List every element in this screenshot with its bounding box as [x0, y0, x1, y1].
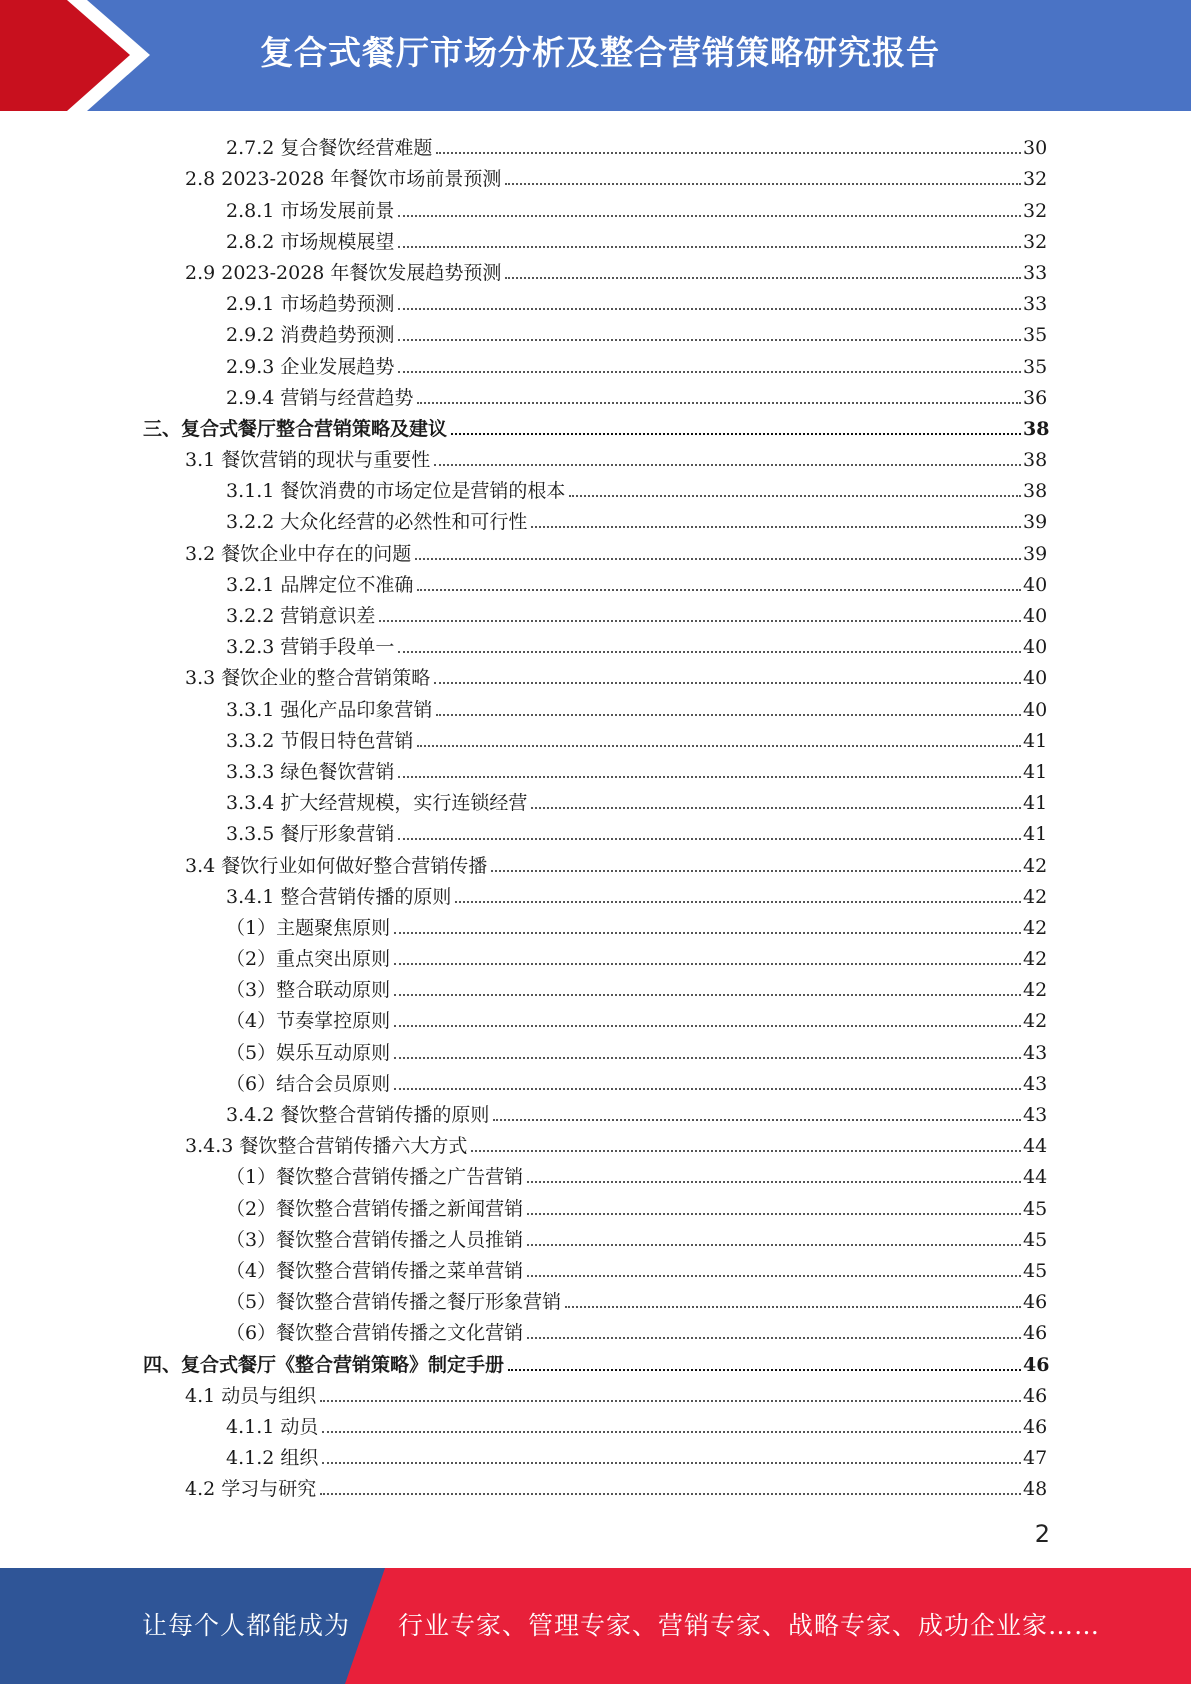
toc-entry-label: 2.9.3 企业发展趋势	[226, 355, 395, 378]
toc-leader-dots	[320, 1399, 1021, 1402]
toc-leader-dots	[394, 1087, 1021, 1090]
toc-entry[interactable]	[0, 564, 1047, 595]
toc-entry-label: （2）重点突出原则	[226, 948, 391, 971]
toc-entry[interactable]	[0, 345, 1047, 376]
toc-leader-dots	[493, 1118, 1021, 1121]
toc-entry-page: 35	[1023, 324, 1048, 347]
toc-entry-page: 42	[1023, 979, 1048, 1002]
toc-entry-label: 3.2.2 营销意识差	[226, 605, 376, 627]
toc-entry-label: 2.8 2023-2028 年餐饮市场前景预测	[185, 168, 502, 191]
toc-entry[interactable]	[0, 314, 1047, 345]
toc-entry-page: 46	[1023, 1384, 1048, 1407]
toc-leader-dots	[527, 1180, 1021, 1183]
toc-entry[interactable]	[0, 1468, 1047, 1499]
toc-entry-page: 39	[1023, 542, 1048, 565]
toc-leader-dots	[322, 1430, 1021, 1433]
toc-entry-page: 46	[1023, 1353, 1050, 1376]
toc-entry-label: 3.4 餐饮行业如何做好整合营销传播	[185, 854, 488, 877]
toc-leader-dots	[398, 338, 1021, 341]
toc-leader-dots	[379, 619, 1021, 622]
toc-leader-dots	[434, 463, 1021, 466]
toc-entry-label: （5）餐饮整合营销传播之餐厅形象营销	[226, 1291, 562, 1314]
toc-entry-page: 33	[1023, 293, 1048, 316]
toc-entry[interactable]	[0, 813, 1047, 844]
toc-entry-page: 41	[1023, 823, 1048, 846]
toc-leader-dots	[531, 806, 1021, 809]
toc-entry[interactable]	[0, 283, 1047, 314]
toc-entry-page: 45	[1023, 1228, 1048, 1251]
toc-leader-dots	[394, 993, 1021, 996]
toc-entry[interactable]	[0, 1250, 1047, 1281]
toc-entry[interactable]	[0, 782, 1047, 813]
toc-entry-label: （3）整合联动原则	[226, 979, 391, 1002]
toc-entry-page: 32	[1023, 230, 1048, 253]
toc-entry-page: 42	[1023, 854, 1048, 877]
toc-leader-dots	[451, 432, 1021, 435]
toc-entry[interactable]	[0, 626, 1047, 657]
toc-entry-label: （2）餐饮整合营销传播之新闻营销	[226, 1197, 524, 1220]
toc-entry-page: 44	[1023, 1166, 1048, 1189]
page-number: 2	[1034, 1520, 1050, 1548]
toc-entry[interactable]	[0, 1063, 1047, 1094]
toc-entry-label: 4.1.1 动员	[226, 1415, 319, 1438]
toc-entry[interactable]	[0, 1281, 1047, 1312]
toc-entry[interactable]	[0, 595, 1047, 626]
toc-entry-label: 3.3.5 餐厅形象营销	[226, 823, 395, 846]
footer-slogan-right: 行业专家、管理专家、营销专家、战略专家、成功企业家……	[398, 1611, 1101, 1640]
toc-entry[interactable]	[0, 189, 1047, 220]
toc-entry-label: 3.1.1 餐饮消费的市场定位是营销的根本	[226, 480, 566, 503]
toc-entry[interactable]	[0, 1156, 1047, 1187]
toc-entry-label: 3.2.2 大众化经营的必然性和可行性	[226, 511, 528, 534]
toc-leader-dots	[394, 962, 1021, 965]
toc-entry-page: 41	[1023, 729, 1048, 752]
toc-leader-dots	[417, 401, 1021, 404]
toc-entry-label: （1）餐饮整合营销传播之广告营销	[226, 1166, 524, 1189]
toc-entry-page: 32	[1023, 199, 1048, 222]
toc-leader-dots	[394, 931, 1021, 934]
toc-entry-page: 40	[1023, 605, 1048, 627]
toc-entry-label: 三、复合式餐厅整合营销策略及建议	[143, 417, 448, 440]
toc-entry[interactable]	[0, 158, 1047, 189]
report-footer	[0, 1568, 1191, 1684]
toc-leader-dots	[436, 151, 1021, 154]
toc-entry[interactable]	[0, 1031, 1047, 1062]
toc-entry-page: 43	[1023, 1072, 1048, 1095]
toc-leader-dots	[569, 494, 1021, 497]
toc-leader-dots	[415, 557, 1021, 560]
toc-entry-page: 42	[1023, 948, 1048, 971]
toc-entry-page: 46	[1023, 1415, 1048, 1438]
table-of-contents	[0, 127, 1191, 1499]
toc-entry-label: （3）餐饮整合营销传播之人员推销	[226, 1228, 524, 1251]
toc-entry-label: 3.4.1 整合营销传播的原则	[226, 885, 452, 908]
toc-leader-dots	[398, 245, 1021, 248]
toc-entry[interactable]	[0, 1000, 1047, 1031]
toc-entry-page: 48	[1023, 1478, 1048, 1501]
toc-entry-label: 4.2 学习与研究	[185, 1478, 317, 1501]
toc-entry-label: 2.7.2 复合餐饮经营难题	[226, 137, 433, 160]
toc-entry-label: 3.4.2 餐饮整合营销传播的原则	[226, 1104, 490, 1126]
toc-entry-page: 43	[1023, 1104, 1048, 1126]
toc-leader-dots	[320, 1492, 1021, 1495]
toc-entry-page: 40	[1023, 698, 1048, 721]
toc-entry-label: （6）餐饮整合营销传播之文化营销	[226, 1322, 524, 1345]
report-header	[0, 0, 1191, 111]
toc-entry-label: 2.9.2 消费趋势预测	[226, 324, 395, 347]
toc-leader-dots	[491, 869, 1021, 872]
toc-entry-page: 44	[1023, 1135, 1048, 1158]
toc-entry[interactable]	[0, 657, 1047, 688]
toc-entry-label: 2.9 2023-2028 年餐饮发展趋势预测	[185, 261, 502, 284]
toc-entry-page: 30	[1023, 137, 1048, 160]
toc-leader-dots	[398, 775, 1021, 778]
toc-entry-label: 四、复合式餐厅《整合营销策略》制定手册	[143, 1353, 505, 1376]
toc-entry[interactable]	[0, 1375, 1047, 1406]
toc-entry-label: 3.2.3 营销手段单一	[226, 636, 395, 659]
toc-entry[interactable]	[0, 408, 1050, 440]
toc-entry-page: 46	[1023, 1322, 1048, 1345]
toc-entry-page: 42	[1023, 916, 1048, 939]
toc-leader-dots	[471, 1149, 1021, 1152]
toc-entry-label: 3.3.2 节假日特色营销	[226, 729, 414, 752]
toc-entry[interactable]	[0, 688, 1047, 719]
toc-leader-dots	[527, 1212, 1021, 1215]
toc-entry-page: 45	[1023, 1197, 1048, 1220]
toc-entry[interactable]	[0, 1343, 1050, 1376]
toc-entry-label: （1）主题聚焦原则	[226, 916, 391, 939]
toc-entry[interactable]	[0, 1187, 1047, 1218]
toc-entry-page: 42	[1023, 1010, 1048, 1033]
toc-leader-dots	[398, 214, 1021, 217]
toc-entry-page: 33	[1023, 261, 1048, 284]
toc-entry-page: 38	[1023, 449, 1048, 472]
toc-entry[interactable]	[0, 938, 1047, 969]
toc-entry[interactable]	[0, 1437, 1047, 1468]
toc-entry-page: 42	[1023, 885, 1048, 908]
toc-entry-page: 41	[1023, 760, 1048, 783]
toc-entry[interactable]	[0, 969, 1047, 1000]
toc-leader-dots	[322, 1461, 1021, 1464]
toc-entry-page: 35	[1023, 355, 1048, 378]
toc-entry-page: 40	[1023, 636, 1048, 659]
toc-entry-page: 40	[1023, 573, 1048, 596]
toc-entry[interactable]	[0, 1406, 1047, 1437]
toc-entry[interactable]	[0, 720, 1047, 751]
toc-leader-dots	[505, 182, 1021, 185]
toc-entry-label: 2.8.2 市场规模展望	[226, 230, 395, 253]
toc-leader-dots	[434, 681, 1021, 684]
report-title: 复合式餐厅市场分析及整合营销策略研究报告	[260, 33, 940, 72]
toc-leader-dots	[455, 900, 1021, 903]
toc-entry[interactable]	[0, 501, 1047, 532]
toc-entry-label: 3.3.4 扩大经营规模，实行连锁经营	[226, 792, 528, 815]
toc-leader-dots	[398, 650, 1021, 653]
toc-entry[interactable]	[0, 1094, 1047, 1125]
toc-entry[interactable]	[0, 876, 1047, 907]
toc-entry-label: 3.3.1 强化产品印象营销	[226, 698, 433, 721]
toc-leader-dots	[398, 370, 1021, 373]
toc-entry[interactable]	[0, 751, 1047, 782]
toc-entry-page: 47	[1023, 1447, 1048, 1470]
toc-leader-dots	[417, 588, 1021, 591]
toc-leader-dots	[527, 1336, 1021, 1339]
toc-entry-page: 32	[1023, 168, 1048, 191]
toc-leader-dots	[398, 837, 1021, 840]
toc-entry-page: 36	[1023, 386, 1048, 409]
toc-entry-page: 46	[1023, 1291, 1048, 1314]
toc-leader-dots	[527, 1243, 1021, 1246]
toc-leader-dots	[436, 713, 1021, 716]
toc-entry-label: 3.3.3 绿色餐饮营销	[226, 760, 395, 783]
toc-entry-page: 41	[1023, 792, 1048, 815]
toc-entry-label: 2.9.1 市场趋势预测	[226, 293, 395, 316]
toc-entry[interactable]	[0, 1312, 1047, 1343]
toc-entry[interactable]	[0, 1125, 1047, 1156]
footer-slogan-left: 让每个人都能成为	[142, 1611, 351, 1640]
toc-entry-label: 3.2 餐饮企业中存在的问题	[185, 542, 412, 565]
toc-entry-page: 43	[1023, 1041, 1048, 1064]
toc-entry-label: （4）餐饮整合营销传播之菜单营销	[226, 1259, 524, 1282]
toc-leader-dots	[565, 1305, 1021, 1308]
toc-entry[interactable]	[0, 844, 1047, 875]
toc-entry[interactable]	[0, 439, 1047, 470]
toc-entry[interactable]	[0, 377, 1047, 408]
toc-entry-label: 4.1.2 组织	[226, 1447, 319, 1470]
toc-entry[interactable]	[0, 470, 1047, 501]
toc-entry-label: 3.4.3 餐饮整合营销传播六大方式	[185, 1135, 468, 1158]
toc-entry[interactable]	[0, 252, 1047, 283]
toc-entry-page: 45	[1023, 1259, 1048, 1282]
toc-entry-label: 3.1 餐饮营销的现状与重要性	[185, 449, 431, 472]
toc-leader-dots	[398, 307, 1021, 310]
toc-entry[interactable]	[0, 127, 1047, 158]
toc-entry-label: 2.8.1 市场发展前景	[226, 199, 395, 222]
toc-leader-dots	[531, 525, 1021, 528]
toc-entry-page: 38	[1023, 480, 1048, 503]
toc-entry-label: （5）娱乐互动原则	[226, 1041, 391, 1064]
toc-entry-label: 4.1 动员与组织	[185, 1384, 317, 1407]
toc-entry[interactable]	[0, 221, 1047, 252]
toc-entry-label: （6）结合会员原则	[226, 1072, 391, 1095]
toc-entry[interactable]	[0, 1219, 1047, 1250]
toc-leader-dots	[417, 744, 1021, 747]
toc-entry-label: 3.3 餐饮企业的整合营销策略	[185, 667, 431, 690]
toc-entry-page: 38	[1023, 417, 1050, 440]
toc-entry-label: 3.2.1 品牌定位不准确	[226, 573, 414, 596]
toc-leader-dots	[394, 1024, 1021, 1027]
toc-entry-label: （4）节奏掌控原则	[226, 1010, 391, 1033]
toc-entry[interactable]	[0, 907, 1047, 938]
toc-leader-dots	[527, 1274, 1021, 1277]
toc-entry-page: 39	[1023, 511, 1048, 534]
toc-entry[interactable]	[0, 532, 1047, 563]
toc-entry-label: 2.9.4 营销与经营趋势	[226, 386, 414, 409]
toc-entry-page: 40	[1023, 667, 1048, 690]
toc-leader-dots	[508, 1368, 1021, 1371]
toc-leader-dots	[394, 1056, 1021, 1059]
toc-leader-dots	[505, 276, 1021, 279]
